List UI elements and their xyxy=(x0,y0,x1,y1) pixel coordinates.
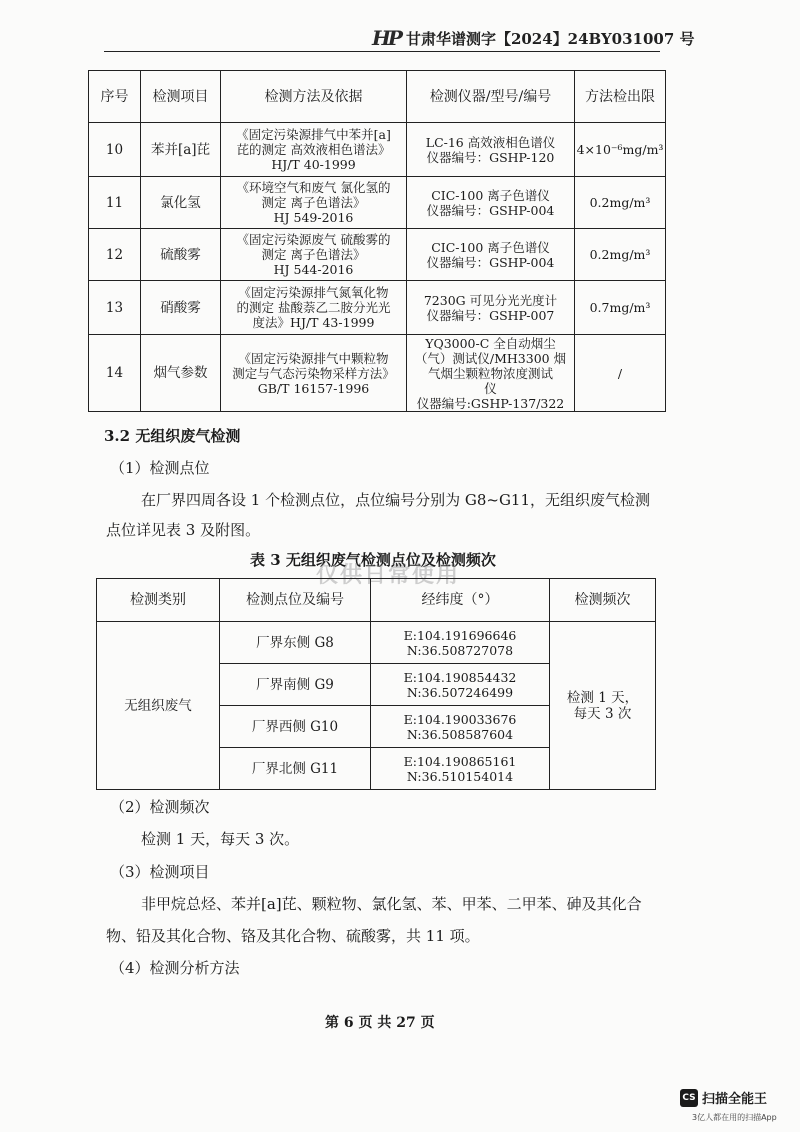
table-row xyxy=(89,281,666,335)
instrument-line: 仪器编号：GSHP-004 xyxy=(426,202,555,218)
detection-item: 硝酸雾 xyxy=(141,281,221,335)
latitude: N:36.507246499 xyxy=(406,684,514,700)
monitoring-point: 厂界东侧 G8 xyxy=(220,622,371,664)
row-number: 14 xyxy=(89,335,141,412)
frequency-line: 每天 3 次 xyxy=(573,705,632,722)
method-line: 芘的测定 高效液相色谱法》 xyxy=(236,142,391,157)
table-header-cell: 序号 xyxy=(89,71,141,123)
table-row xyxy=(89,177,666,229)
scanner-tagline: 3亿人都在用的扫描App xyxy=(692,1113,777,1122)
table-header-cell: 检测点位及编号 xyxy=(220,579,371,622)
table-caption: 表 3 无组织废气检测点位及检测频次 xyxy=(250,551,496,569)
longitude: E:104.190854432 xyxy=(403,669,517,685)
subsection-heading: （3）检测项目 xyxy=(110,863,210,881)
table-header-cell: 检测频次 xyxy=(550,579,656,622)
table-header-cell: 方法检出限 xyxy=(575,71,666,123)
detection-item: 氯化氢 xyxy=(141,177,221,229)
method-line: GB/T 16157-1996 xyxy=(257,380,370,396)
detection-limit: 0.2mg/m³ xyxy=(575,229,666,281)
method-line: 《环境空气和废气 氯化氢的 xyxy=(236,180,391,195)
method-line: 《固定污染源排气氮氧化物 xyxy=(238,285,389,300)
scanner-badge xyxy=(680,1088,767,1107)
detection-item: 苯并[a]芘 xyxy=(141,123,221,177)
latitude: N:36.510154014 xyxy=(406,768,514,784)
method-line: 《固定污染源排气中颗粒物 xyxy=(238,350,389,366)
section-title: 3.2 无组织废气检测 xyxy=(104,427,241,445)
method-line: 的测定 盐酸萘乙二胺分光光 xyxy=(236,300,391,315)
monitoring-point: 厂界西侧 G10 xyxy=(220,706,371,748)
instrument-line: 仪器编号：GSHP-007 xyxy=(426,307,555,323)
instrument-info xyxy=(407,281,575,335)
instrument-info xyxy=(407,229,575,281)
detection-method xyxy=(221,281,407,335)
instrument-line: LC-16 高效液相色谱仪 xyxy=(425,134,556,150)
method-line: 测定 离子色谱法》 xyxy=(261,195,366,210)
frequency-cell xyxy=(550,622,656,790)
table-header-cell: 检测类别 xyxy=(97,579,220,622)
company-logo-icon: HP xyxy=(372,26,400,50)
instrument-line: CIC-100 离子色谱仪 xyxy=(431,239,550,255)
watermark-text: 仅供日常使用 xyxy=(316,562,461,588)
header-divider xyxy=(104,51,660,52)
detection-limit: 4×10⁻⁶mg/m³ xyxy=(575,123,666,177)
detection-item: 硫酸雾 xyxy=(141,229,221,281)
paragraph-line: 点位详见表 3 及附图。 xyxy=(106,521,261,539)
instrument-info xyxy=(407,177,575,229)
category-cell: 无组织废气 xyxy=(97,622,220,790)
paragraph-line: 非甲烷总烃、苯并[a]芘、颗粒物、氯化氢、苯、甲苯、二甲苯、砷及其化合 xyxy=(141,895,642,913)
instrument-info xyxy=(407,123,575,177)
method-line: 《固定污染源排气中苯并[a] xyxy=(236,127,391,142)
table-header-cell: 检测项目 xyxy=(141,71,221,123)
camscanner-icon: CS xyxy=(680,1089,698,1107)
coordinates xyxy=(371,664,550,706)
paragraph-line: 检测 1 天，每天 3 次。 xyxy=(141,830,300,848)
instrument-line: 仪器编号：GSHP-004 xyxy=(426,254,555,270)
coordinates xyxy=(371,706,550,748)
row-number: 11 xyxy=(89,177,141,229)
row-number: 10 xyxy=(89,123,141,177)
detection-limit: 0.7mg/m³ xyxy=(575,281,666,335)
detection-method xyxy=(221,335,407,412)
row-number: 12 xyxy=(89,229,141,281)
method-line: 度法》HJ/T 43-1999 xyxy=(252,315,375,330)
instrument-line: 仪 xyxy=(484,380,497,396)
coordinates xyxy=(371,622,550,664)
paragraph-line: 在厂界四周各设 1 个检测点位，点位编号分别为 G8~G11，无组织废气检测 xyxy=(141,491,651,509)
method-line: 测定与气态污染物采样方法》 xyxy=(232,365,395,381)
document-header xyxy=(372,26,695,50)
table-row xyxy=(97,622,656,664)
table-header-cell: 检测方法及依据 xyxy=(221,71,407,123)
instrument-info xyxy=(407,335,575,412)
detection-method xyxy=(221,229,407,281)
detection-limit: 0.2mg/m³ xyxy=(575,177,666,229)
detection-method xyxy=(221,177,407,229)
detection-method-table xyxy=(88,70,666,412)
longitude: E:104.191696646 xyxy=(403,627,517,643)
monitoring-point: 厂界北侧 G11 xyxy=(220,748,371,790)
method-line: 《固定污染源废气 硫酸雾的 xyxy=(236,232,391,247)
table-header-cell: 经纬度（°） xyxy=(371,579,550,622)
table-row xyxy=(89,335,666,412)
method-line: HJ 544-2016 xyxy=(273,262,354,277)
subsection-heading: （2）检测频次 xyxy=(110,798,210,816)
coordinates xyxy=(371,748,550,790)
detection-item: 烟气参数 xyxy=(141,335,221,412)
longitude: E:104.190865161 xyxy=(403,753,517,769)
instrument-line: 仪器编号：GSHP-120 xyxy=(426,149,555,165)
table-row xyxy=(89,229,666,281)
scanner-app-name: 扫描全能王 xyxy=(702,1092,768,1107)
row-number: 13 xyxy=(89,281,141,335)
instrument-line: YQ3000-C 全自动烟尘 xyxy=(425,335,556,351)
subsection-heading: （1）检测点位 xyxy=(110,459,210,477)
instrument-line: 7230G 可见分光光度计 xyxy=(423,292,558,308)
instrument-line: 仪器编号:GSHP-137/322 xyxy=(416,395,565,411)
frequency-line: 检测 1 天， xyxy=(566,689,639,706)
method-line: 测定 离子色谱法》 xyxy=(261,247,366,262)
detection-limit: / xyxy=(575,335,666,412)
latitude: N:36.508587604 xyxy=(406,726,514,742)
subsection-heading: （4）检测分析方法 xyxy=(110,959,240,977)
instrument-line: 气烟尘颗粒物浓度测试 xyxy=(427,365,553,381)
instrument-line: （气）测试仪/MH3300 烟 xyxy=(414,350,567,366)
instrument-line: CIC-100 离子色谱仪 xyxy=(431,187,550,203)
page-number: 第 6 页 共 27 页 xyxy=(325,1015,435,1031)
latitude: N:36.508727078 xyxy=(406,642,514,658)
method-line: HJ/T 40-1999 xyxy=(271,157,356,172)
detection-method xyxy=(221,123,407,177)
table-row xyxy=(89,123,666,177)
document-reference-number: 甘肃华谱测字【2024】24BY031007 号 xyxy=(405,29,695,48)
monitoring-point: 厂界南侧 G9 xyxy=(220,664,371,706)
monitoring-points-table xyxy=(96,578,656,790)
table-header-cell: 检测仪器/型号/编号 xyxy=(407,71,575,123)
method-line: HJ 549-2016 xyxy=(273,210,354,225)
longitude: E:104.190033676 xyxy=(403,711,517,727)
paragraph-line: 物、铅及其化合物、铬及其化合物、硫酸雾，共 11 项。 xyxy=(106,927,480,945)
